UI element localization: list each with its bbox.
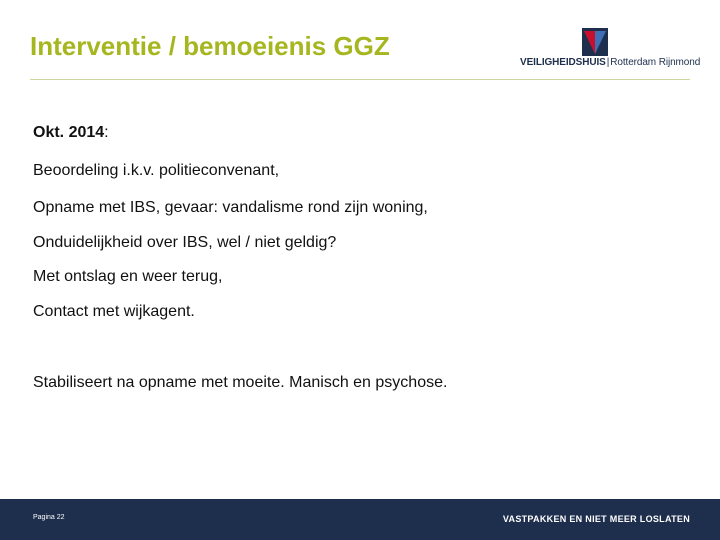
page-number: Pagina 22 — [33, 514, 65, 521]
body-line-3: Onduidelijkheid over IBS, wel / niet geldig? — [33, 234, 337, 251]
date-label: Okt. 2014 — [33, 124, 105, 141]
footer-slogan: VASTPAKKEN EN NIET MEER LOSLATEN — [502, 514, 690, 524]
slide-title: Interventie / bemoeienis GGZ — [30, 31, 390, 61]
body-line-4: Met ontslag en weer terug, — [33, 268, 223, 285]
title-divider — [30, 79, 690, 80]
date-line — [33, 124, 109, 142]
logo-wordmark — [520, 57, 700, 68]
logo-mark-icon — [582, 28, 608, 56]
logo-name-regular: Rotterdam Rijnmond — [610, 57, 701, 68]
summary-line: Stabiliseert na opname met moeite. Manisch en psychose. — [33, 374, 448, 391]
logo-separator: | — [606, 57, 610, 68]
veiligheidshuis-logo — [520, 28, 700, 70]
body-line-2: Opname met IBS, gevaar: vandalisme rond zijn woning, — [33, 199, 428, 216]
logo-name-bold: VEILIGHEIDSHUIS — [520, 57, 606, 68]
date-suffix: : — [104, 124, 109, 141]
body-line-5: Contact met wijkagent. — [33, 303, 195, 320]
body-line-1: Beoordeling i.k.v. politieconvenant, — [33, 162, 280, 179]
footer-bar — [0, 499, 720, 540]
